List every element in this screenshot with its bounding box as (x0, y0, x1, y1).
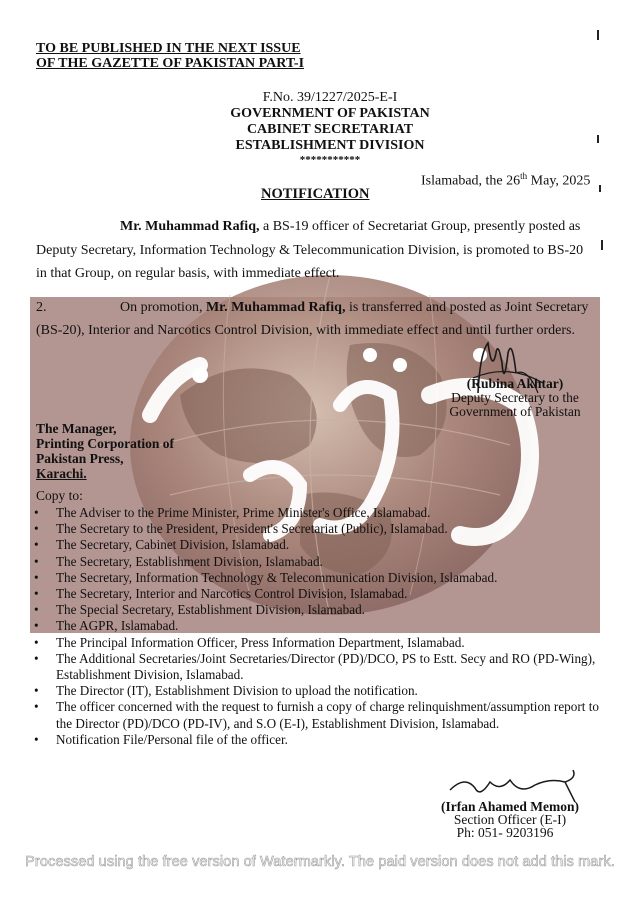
para1-line1-text: a BS-19 officer of Secretariat Group, presently posted as (259, 219, 581, 234)
signatory1-title2: Government of Pakistan (449, 404, 581, 419)
para1-line3: in that Group, on regular basis, with immediate effect. (36, 266, 340, 281)
para2-line2: (BS-20), Interior and Narcotics Control Division, with immediate effect and until further orders. (36, 323, 575, 338)
list-item: • The Secretary, Information Technology & Telecommunication Division, Islamabad. (30, 570, 610, 586)
para2-number: 2. (36, 300, 47, 315)
list-item: • The Director (IT), Establishment Division to upload the notification. (30, 683, 610, 699)
para2-line1-text: is transferred and posted as Joint Secretary (345, 300, 589, 315)
date-line (421, 171, 590, 190)
addressee-line3: Pakistan Press, (36, 451, 124, 466)
list-item: • The Secretary to the President, President's Secretariat (Public), Islamabad. (30, 521, 610, 537)
addressee-line2: Printing Corporation of (36, 436, 174, 451)
list-item: • The Secretary, Establishment Division, Islamabad. (30, 554, 610, 570)
secretariat-heading: CABINET SECRETARIAT (246, 122, 414, 137)
signatory1-name: (Rubina Akhtar) (466, 376, 564, 391)
list-item: • The Secretary, Interior and Narcotics Control Division, Islamabad. (30, 586, 610, 602)
division-heading: ESTABLISHMENT DIVISION (235, 138, 425, 153)
date-suffix: May, 2025 (527, 173, 591, 189)
addressee (36, 421, 174, 481)
list-item: • The Adviser to the Prime Minister, Prime Minister's Office, Islamabad. (30, 505, 610, 521)
scan-mark (597, 30, 599, 40)
addressee-line4: Karachi. (36, 466, 87, 481)
copy-to-label: Copy to: (36, 488, 83, 503)
signatory1-title1: Deputy Secretary to the (451, 390, 579, 405)
list-item: • The Additional Secretaries/Joint Secretaries/Director (PD)/DCO, PS to Estt. Secy and RO (PD-Wing), Establishment Division, Islamabad. (30, 651, 610, 683)
list-item: • The AGPR, Islamabad. (30, 618, 610, 634)
stars-separator: *********** (299, 154, 361, 166)
signatory2-name: (Irfan Ahamed Memon) (441, 799, 579, 814)
list-item: • The Secretary, Cabinet Division, Islamabad. (30, 537, 610, 553)
signatory2-title: Section Officer (E-I) (453, 812, 567, 827)
para2-officer-name: Mr. Muhammad Rafiq, (205, 300, 346, 315)
list-item: • The Principal Information Officer, Press Information Department, Islamabad. (30, 635, 610, 651)
notification-title: NOTIFICATION (261, 186, 370, 202)
watermarkly-footer: Processed using the free version of Watermarkly. The paid version does not add this mark. (25, 854, 615, 870)
publish-note-line1: TO BE PUBLISHED IN THE NEXT ISSUE (36, 41, 301, 56)
para2-line1 (120, 300, 588, 316)
publish-note-line2: OF THE GAZETTE OF PAKISTAN PART-I (36, 56, 305, 71)
scan-mark (599, 185, 601, 192)
date-prefix: Islamabad, the 26 (421, 173, 521, 189)
list-item: • The officer concerned with the request to furnish a copy of charge relinquishment/assumption report to the Director (PD)/DCO (PD-IV), and S.O (E-I), Establishment Division, Islamabad. (30, 699, 610, 731)
list-item: • Notification File/Personal file of the officer. (30, 732, 610, 748)
para1-line1 (120, 219, 580, 235)
scan-mark (597, 135, 599, 143)
scan-mark (601, 240, 603, 250)
list-item: • The Special Secretary, Establishment Division, Islamabad. (30, 602, 610, 618)
para1-line2: Deputy Secretary, Information Technology & Telecommunication Division, is promoted to BS-20 (36, 243, 584, 258)
government-heading: GOVERNMENT OF PAKISTAN (230, 106, 430, 121)
addressee-line1: The Manager, (36, 421, 117, 436)
file-number: F.No. 39/1227/2025-E-I (262, 90, 398, 105)
para2-pre: On promotion, (120, 300, 206, 315)
date-sup: th (520, 171, 528, 181)
signatory2-phone: Ph: 051- 9203196 (456, 825, 554, 840)
publish-note (36, 41, 304, 71)
copy-to-list (30, 505, 610, 748)
para1-officer-name: Mr. Muhammad Rafiq, (120, 219, 260, 234)
